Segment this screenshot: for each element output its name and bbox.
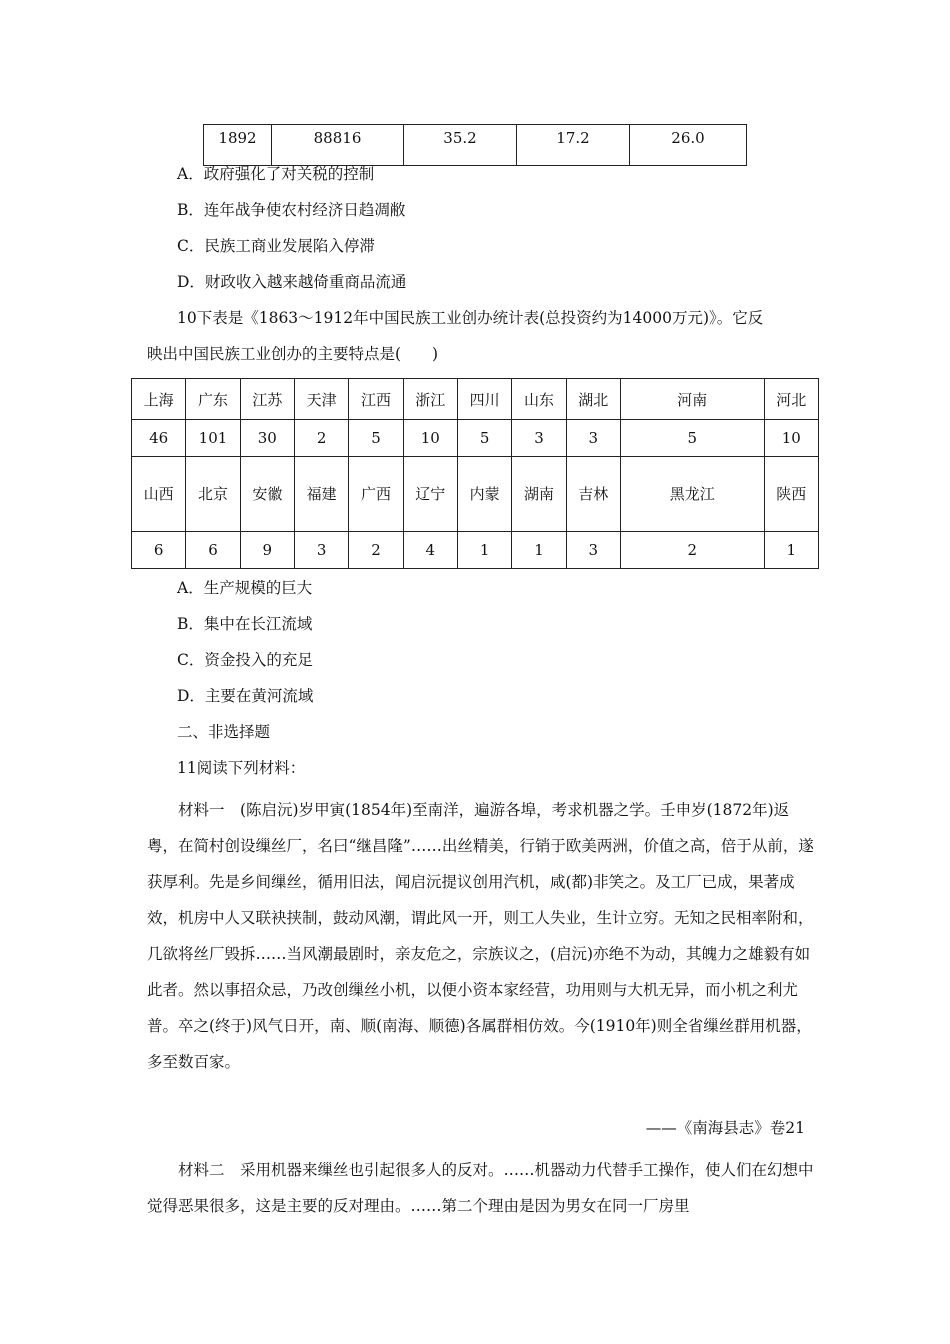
table-cell: 3 (512, 420, 566, 457)
table-cell: 88816 (272, 125, 404, 166)
table-cell: 湖北 (566, 379, 620, 420)
table-cell: 四川 (457, 379, 511, 420)
table-cell: 广西 (349, 457, 403, 532)
q11-intro: 11阅读下列材料： (177, 759, 306, 777)
table-cell: 2 (294, 420, 348, 457)
table-cell: 1 (457, 532, 511, 569)
table-cell: 1892 (204, 125, 272, 166)
table-cell: 26.0 (630, 125, 747, 166)
table-row (132, 379, 819, 420)
table-cell: 35.2 (404, 125, 517, 166)
table-cell: 1 (512, 532, 566, 569)
table-row (132, 420, 819, 457)
table-cell: 3 (566, 532, 620, 569)
table-cell: 30 (240, 420, 294, 457)
table-cell: 10 (764, 420, 818, 457)
table-cell: 4 (403, 532, 457, 569)
table-cell: 辽宁 (403, 457, 457, 532)
table-cell: 6 (132, 532, 186, 569)
source-citation: ——《南海县志》卷21 (645, 1119, 805, 1137)
table-row (132, 532, 819, 569)
table-cell: 安徽 (240, 457, 294, 532)
table-cell: 1 (764, 532, 818, 569)
table-cell: 吉林 (566, 457, 620, 532)
table-cell: 2 (349, 532, 403, 569)
table-cell: 10 (403, 420, 457, 457)
table-cell: 上海 (132, 379, 186, 420)
q9-option-c: C．民族工商业发展陷入停滞 (177, 237, 375, 255)
table-cell: 江西 (349, 379, 403, 420)
q10-option-a: A．生产规模的巨大 (177, 579, 313, 597)
table-cell: 北京 (186, 457, 240, 532)
table-cell: 9 (240, 532, 294, 569)
q10-option-c: C．资金投入的充足 (177, 651, 313, 669)
table-cell: 天津 (294, 379, 348, 420)
industry-statistics-table (131, 378, 819, 569)
table-cell: 山西 (132, 457, 186, 532)
table-cell: 浙江 (403, 379, 457, 420)
table-cell: 5 (620, 420, 764, 457)
table-cell: 黑龙江 (620, 457, 764, 532)
tax-revenue-table (203, 124, 747, 166)
table-cell: 101 (186, 420, 240, 457)
table-cell: 河南 (620, 379, 764, 420)
table-cell: 3 (294, 532, 348, 569)
q10-option-d: D．主要在黄河流域 (177, 687, 314, 705)
table-cell: 2 (620, 532, 764, 569)
table-cell: 5 (457, 420, 511, 457)
material-one: 材料一 (陈启沅)岁甲寅(1854年)至南洋，遍游各埠，考求机器之学。壬申岁(1872年)返粤，在简村创设缫丝厂，名曰“继昌隆”……出丝精美，行销于欧美两洲，价值之高，倍于从前，遂获厚利。先是乡间缫丝，循用旧法，闻启沅提议创用汽机，咸(都)非笑之。及工厂已成，果著成效，机房中人又联袂挟制，鼓动风潮，谓此风一开，则工人失业，生计立穷。无知之民相率附和，几欲将丝厂毁拆……当风潮最剧时，亲友危之，宗族议之，(启沅)亦绝不为动，其魄力之雄毅有如此者。然以事招众忌，乃改创缫丝小机，以便小资本家经营，功用则与大机无异，而小机之利尤普。卒之(终于)风气日开，南、顺(南海、顺德)各属群相仿效。今(1910年)则全省缫丝群用机器，多至数百家。 (147, 801, 814, 1071)
table-cell: 陕西 (764, 457, 818, 532)
q10-option-b: B．集中在长江流域 (177, 615, 313, 633)
table-cell: 湖南 (512, 457, 566, 532)
q9-option-d: D．财政收入越来越倚重商品流通 (177, 273, 407, 291)
table-cell: 福建 (294, 457, 348, 532)
table-cell: 6 (186, 532, 240, 569)
table-cell: 17.2 (517, 125, 630, 166)
section-heading: 二、非选择题 (177, 723, 271, 741)
table-cell: 5 (349, 420, 403, 457)
q9-option-b: B．连年战争使农村经济日趋凋敝 (177, 201, 406, 219)
table-cell: 46 (132, 420, 186, 457)
table-cell: 河北 (764, 379, 818, 420)
table-cell: 山东 (512, 379, 566, 420)
q10-stem-line2: 映出中国民族工业创办的主要特点是( ) (147, 345, 439, 363)
table-row (204, 125, 747, 166)
q9-option-a: A．政府强化了对关税的控制 (177, 165, 375, 183)
table-cell: 广东 (186, 379, 240, 420)
table-cell: 3 (566, 420, 620, 457)
table-row (132, 457, 819, 532)
material-two: 材料二 采用机器来缫丝也引起很多人的反对。……机器动力代替手工操作，使人们在幻想中觉得恶果很多，这是主要的反对理由。……第二个理由是因为男女在同一厂房里 (147, 1161, 814, 1215)
table-cell: 内蒙 (457, 457, 511, 532)
table-cell: 江苏 (240, 379, 294, 420)
q10-stem-line1: 10下表是《1863～1912年中国民族工业创办统计表(总投资约为14000万元)》。它反 (177, 309, 764, 327)
